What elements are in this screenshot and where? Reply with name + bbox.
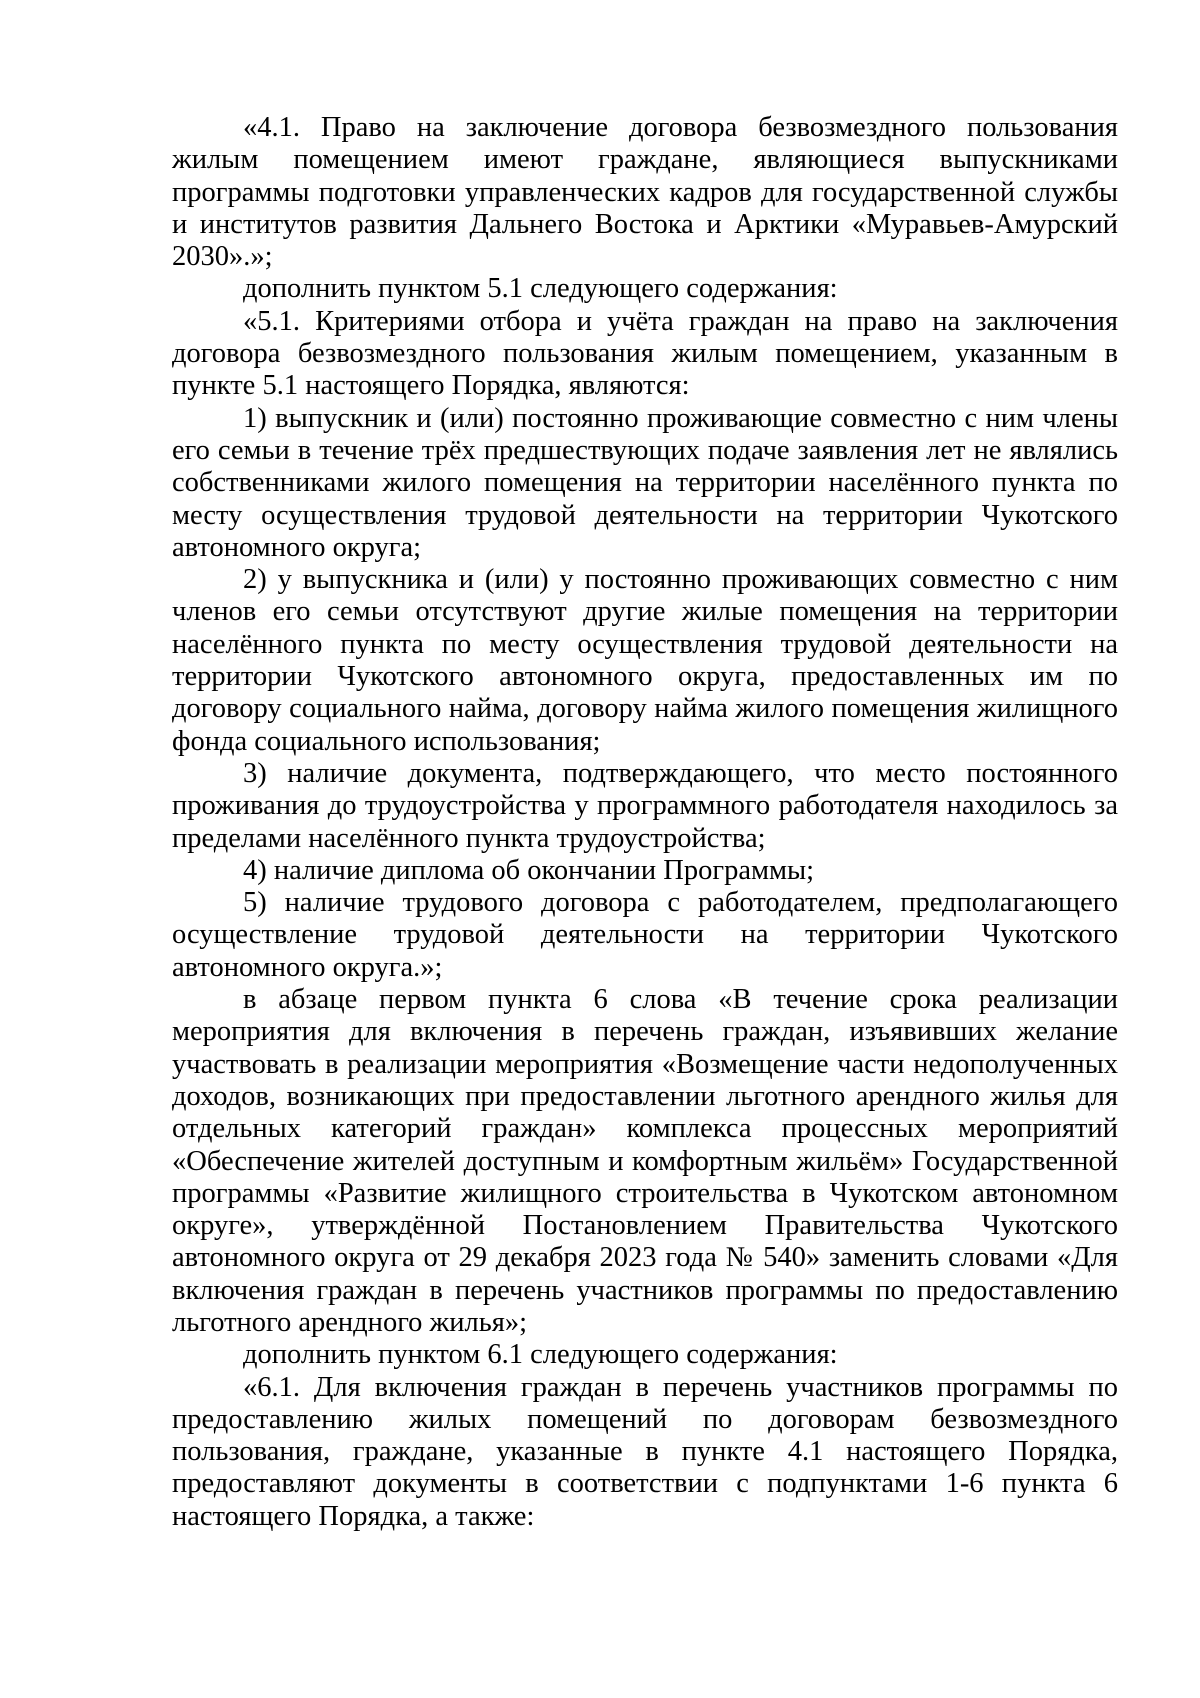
paragraph-4-1: «4.1. Право на заключение договора безвозмездного пользования жилым помещением имеют граждане, являющиеся выпускниками программы подготовки управленческих кадров для государственной службы и институтов развития Дальнего Востока и Арктики «Муравьев-Амурский 2030».»; bbox=[172, 112, 1118, 273]
paragraph-5-1: «5.1. Критериями отбора и учёта граждан на право на заключения договора безвозмездного пользования жилым помещением, указанным в пункте 5.1 настоящего Порядка, являются: bbox=[172, 305, 1118, 402]
criterion-4: 4) наличие диплома об окончании Программы; bbox=[243, 854, 815, 886]
paragraph-add-6-1: дополнить пунктом 6.1 следующего содержания: bbox=[243, 1339, 838, 1371]
criterion-1: 1) выпускник и (или) постоянно проживающие совместно с ним члены его семьи в течение трёх предшествующих подаче заявления лет не являлись собственниками жилого помещения на территории населённого пункта по месту осуществления трудовой деятельности на территории Чукотского автономного округа; bbox=[172, 402, 1118, 563]
paragraph-add-5-1: дополнить пунктом 5.1 следующего содержания: bbox=[243, 273, 838, 305]
document-page bbox=[172, 112, 1118, 1533]
criterion-2: 2) у выпускника и (или) у постоянно проживающих совместно с ним членов его семьи отсутствуют другие жилые помещения на территории населённого пункта по месту осуществления трудовой деятельности на территории Чукотского автономного округа, предоставленных им по договору социального найма, договору найма жилого помещения жилищного фонда социального использования; bbox=[172, 564, 1118, 757]
paragraph-6-1: «6.1. Для включения граждан в перечень участников программы по предоставлению жилых помещений по договорам безвозмездного пользования, граждане, указанные в пункте 4.1 настоящего Порядка, предоставляют документы в соответствии с подпунктами 1-6 пункта 6 настоящего Порядка, а также: bbox=[172, 1371, 1118, 1532]
criterion-5: 5) наличие трудового договора с работодателем, предполагающего осуществление трудовой деятельности на территории Чукотского автономного округа.»; bbox=[172, 887, 1118, 983]
paragraph-amend-6: в абзаце первом пункта 6 слова «В течение срока реализации мероприятия для включения в перечень граждан, изъявивших желание участвовать в реализации мероприятия «Возмещение части недополученных доходов, возникающих при предоставлении льготного арендного жилья для отдельных категорий граждан» комплекса процессных мероприятий «Обеспечение жителей доступным и комфортным жильём» Государственной программы «Развитие жилищного строительства в Чукотском автономном округе», утверждённой Постановлением Правительства Чукотского автономного округа от 29 декабря 2023 года № 540» заменить словами «Для включения граждан в перечень участников программы по предоставлению льготного арендного жилья»; bbox=[172, 984, 1118, 1338]
criterion-3: 3) наличие документа, подтверждающего, что место постоянного проживания до трудоустройства у программного работодателя находилось за пределами населённого пункта трудоустройства; bbox=[172, 757, 1118, 854]
